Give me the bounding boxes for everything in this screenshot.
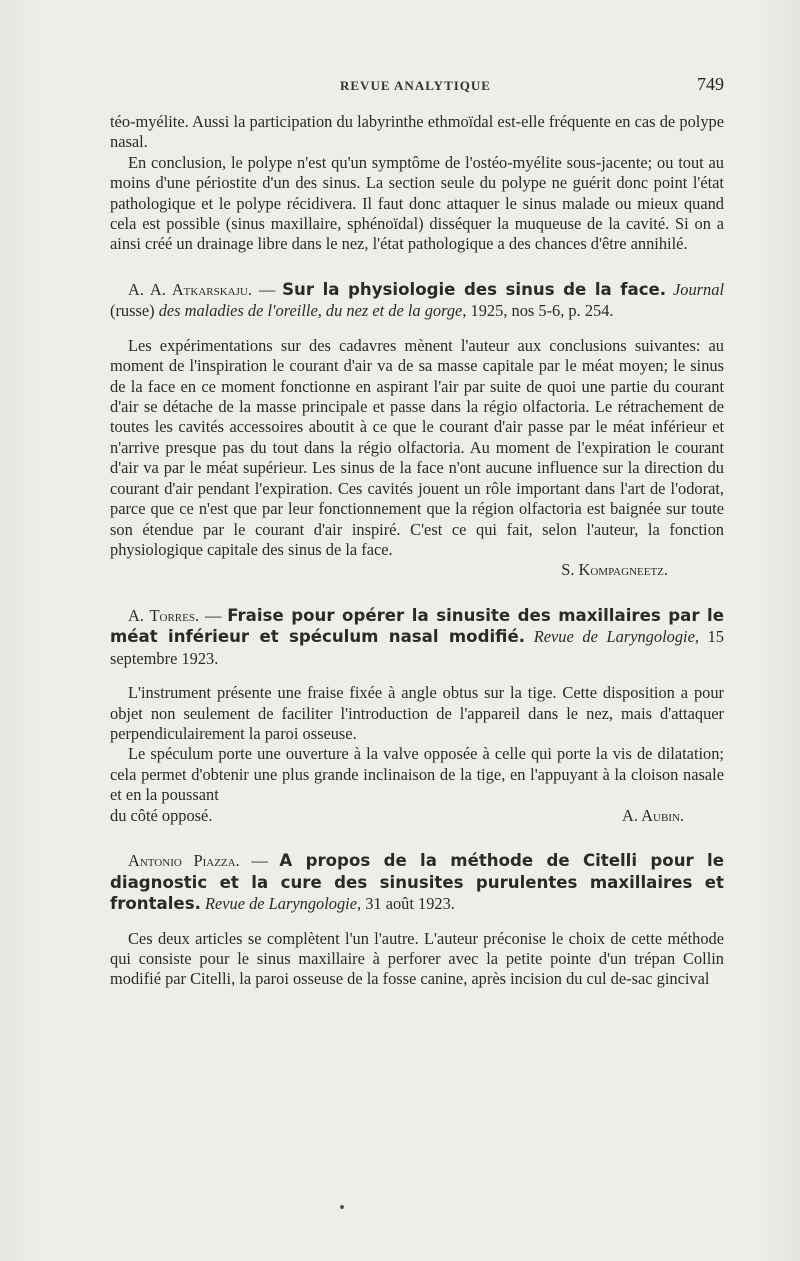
intro-paragraph-2: En conclusion, le polype n'est qu'un symptôme de l'ostéo-myélite sous-jacente; ou tout au moins d'une périostite d'un des sinus. La section seule du polype ne guérit donc point l'état pathologique et le polype récidivera. Il faut donc attaquer le sinus malade ou mieux quand cela est possible (sinus maxillaire, sphénoïdal) disséquer la muqueuse de la cavité. Si on a ainsi créé un drainage libre dans le nez, l'état pathologique a des chances d'être annihilé.	[110, 152, 724, 254]
running-title: REVUE ANALYTIQUE	[340, 78, 491, 93]
journal-name: Journal	[673, 279, 725, 299]
page-header	[340, 74, 724, 96]
article-paragraph-2: Le spéculum porte une ouverture à la valve opposée à celle qui porte la vis de dilatation; cela permet d'obtenir une plus grande inclinaison de la tige, en l'appuyant à la cloison nasale et en la poussant	[110, 744, 724, 805]
citation: , 1925, nos 5-6, p. 254.	[462, 301, 614, 321]
paragraph-last-line-with-signature	[110, 806, 724, 826]
article-author: A. A. Atkarskaju.	[128, 279, 252, 299]
separator-dash: —	[239, 851, 280, 871]
journal-name: Revue de Laryngologie	[204, 894, 358, 914]
last-line: du côté opposé.	[110, 805, 213, 825]
article-heading	[110, 850, 724, 915]
journal-full-title: des maladies de l'oreille, du nez et de la gorge	[158, 301, 463, 321]
article-paragraph-1: L'instrument présente une fraise fixée à angle obtus sur la tige. Cette disposition a pour objet non seulement de faciliter l'introduction de l'appareil dans le nez, mais d'attaquer perpendiculairement la paroi osseuse.	[110, 683, 724, 744]
article-author: Antonio Piazza.	[128, 851, 240, 871]
article-title: Sur la physiologie des sinus de la face.	[282, 279, 667, 299]
citation: , 15 septembre 1923.	[110, 627, 724, 668]
journal-name: Revue de Laryngologie	[533, 627, 695, 647]
page-number: 749	[697, 74, 724, 94]
reviewer-signature: S. Kompagneetz.	[561, 560, 668, 580]
article-torres	[110, 605, 724, 826]
article-title: A propos de la méthode de Citelli pour le diagnostic et la cure des sinusites purulentes maxillaires et frontales.	[110, 851, 724, 914]
article-body: Ces deux articles se complètent l'un l'autre. L'auteur préconise le choix de cette méthode qui consiste pour le sinus maxillaire à perforer avec la petite pointe d'un trépan Collin modifié par Citelli, la paroi osseuse de la fosse canine, après incision du cul de-sac gincival	[110, 928, 724, 989]
article-author: A. Torres.	[128, 605, 200, 625]
article-title: Fraise pour opérer la sinusite des maxillaires par le méat inférieur et spéculum nasal modifié.	[110, 605, 724, 647]
intro-paragraph-1: téo-myélite. Aussi la participation du labyrinthe ethmoïdal est-elle fréquente en cas de polype nasal.	[110, 112, 724, 152]
separator-dash: —	[251, 279, 283, 299]
reviewer-signature: A. Aubin.	[622, 805, 684, 825]
page-content	[110, 112, 724, 990]
article-body: Les expérimentations sur des cadavres mènent l'auteur aux conclusions suivantes: au moment de l'inspiration le courant d'air va de sa masse capitale par le méat moyen; le sinus de la face en ce moment fonctionne en aspirant l'air par suite de quoi une partie du courant d'air se détache de la masse principale et passe dans la régio olfactoria. Le rétrachement de toutes les cavités accessoires aboutit à ce que le courant d'air passe par le méat inférieur et n'arrive presque pas du tout dans la régio olfactoria. Au moment de l'expiration le courant d'air va par le méat supérieur. Les sinus de la face n'ont aucune influence sur la direction du courant d'air pendant l'expiration. Ces cavités jouent un rôle important dans l'art de l'odorat, parce que ce n'est que par leur fonctionnement que la région olfactoria est baignée sur toute son étendue par le courant d'air inspiré. C'est ce qui fait, selon l'auteur, la fonction physiologique capitale des sinus de la face.	[110, 335, 724, 559]
article-piazza	[110, 850, 724, 990]
ink-speck	[340, 1205, 344, 1209]
article-heading	[110, 279, 724, 322]
citation: , 31 août 1923.	[357, 894, 455, 914]
article-atkarskaju	[110, 279, 724, 581]
article-heading	[110, 605, 724, 670]
separator-dash: —	[199, 605, 228, 625]
journal-language: (russe)	[110, 301, 159, 321]
